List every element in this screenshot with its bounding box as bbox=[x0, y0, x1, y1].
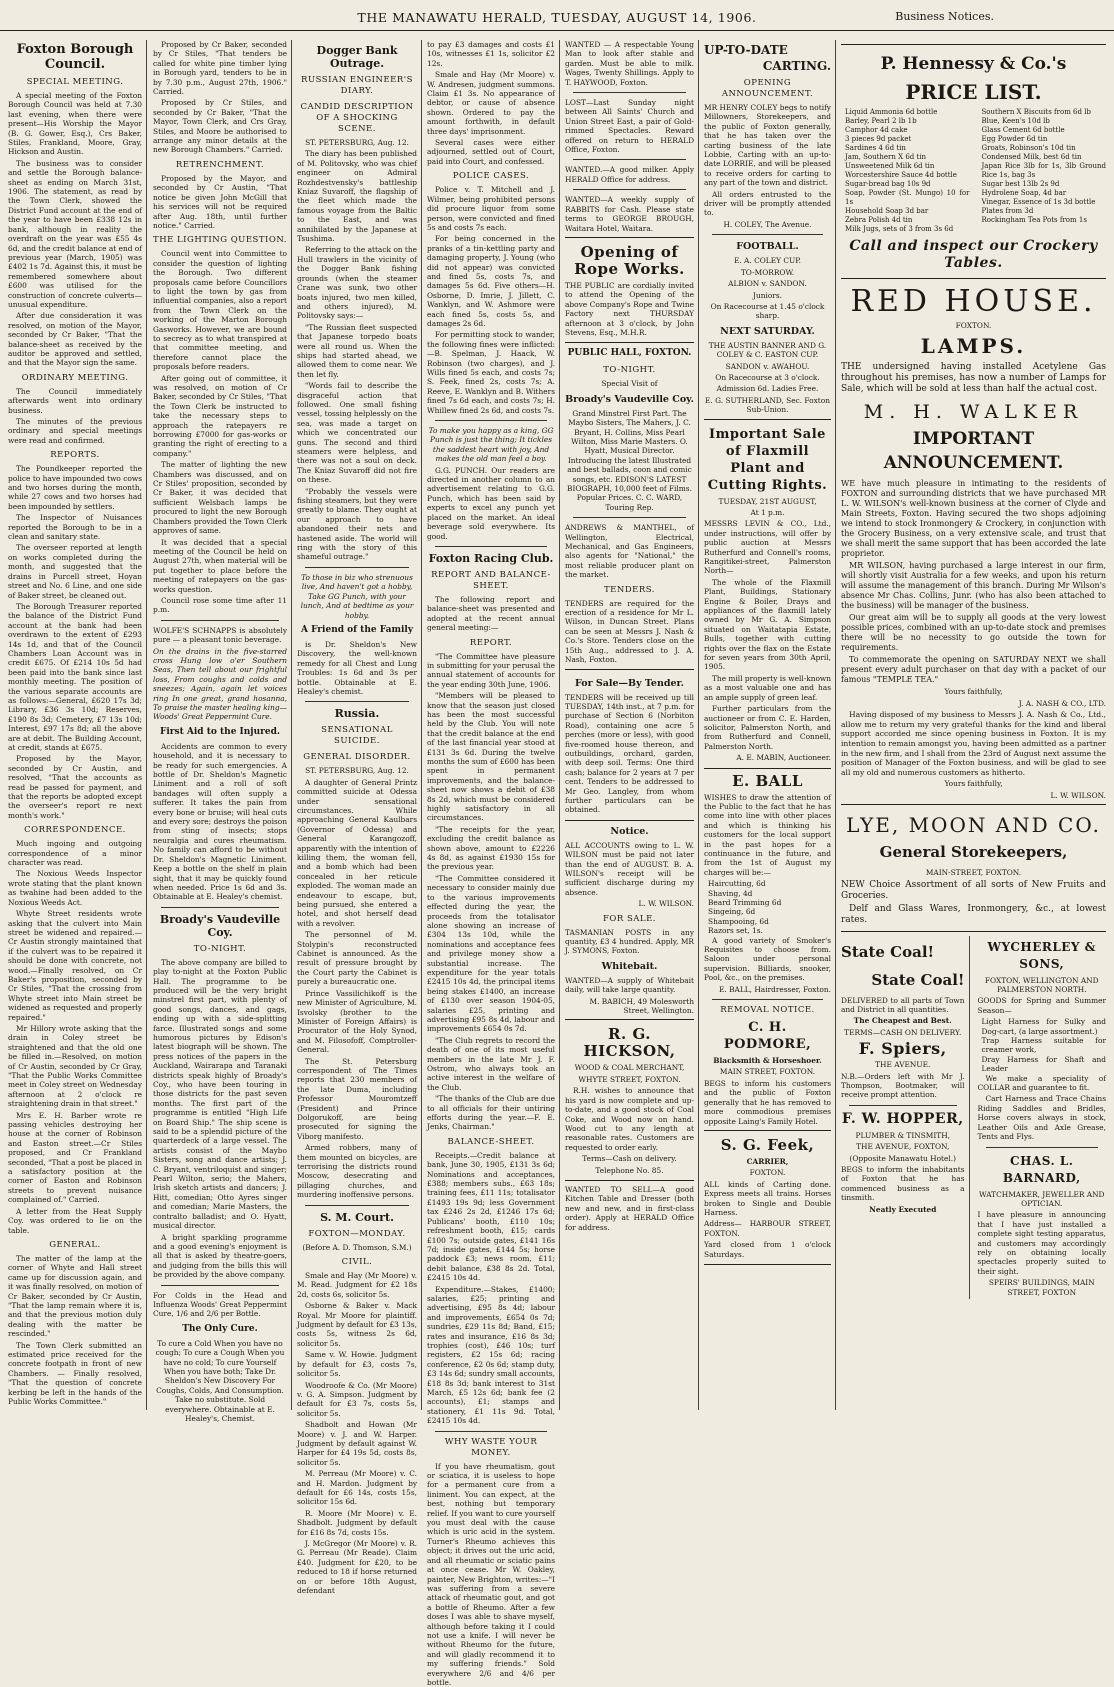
divider bbox=[986, 1147, 1099, 1148]
paragraph: The Poundkeeper reported the police to have impounded two cows and two horses during the month, while 27 cows and two horses had been impounded by settlers. bbox=[8, 464, 142, 511]
ad-headline: Opening of Rope Works. bbox=[574, 242, 685, 278]
paragraph: The Council immediately afterwards went into ordinary business. bbox=[8, 386, 142, 415]
ad-text: The Cheapest and Best. bbox=[853, 1016, 952, 1026]
ad-text: Admission 6d. Ladies Free. bbox=[716, 384, 819, 394]
paragraph: to pay £3 damages and costs £1 10s, witnesses £1 1s, solicitor £2 12s. bbox=[427, 40, 555, 68]
classified-ad: WANTED — A respectable Young Man to look after stable and garden. Must be able to milk. Wages, Twenty Shillings. Apply to T. HAYWOOD, Foxton. bbox=[565, 40, 694, 87]
price-item: Jam, Southern X 6d tin bbox=[845, 153, 927, 161]
ad-poem: On the drains in the five-starred cross Hung low o'er Southern Seas, Then tell about our frightful loss, From coughs and colds and sneezes; Again, again let voices ring In one great, grand hosanna, To praise the master healing king—Woods' Great Peppermint Cure. bbox=[153, 646, 287, 722]
paragraph: After going out of committee, it was resolved, on motion of Cr Baker, seconded by Cr Stiles, "That the Town Clerk be instructed to take the necessary steps to approach the ratepayers re borrowing £7000 for gas-works or granting the right of erecting to a company." bbox=[153, 373, 287, 458]
ad-text: MR WILSON, having purchased a large interest in our firm, will shortly visit Australia for a few weeks, and upon his return will assume the management of this branch. During Mr Wilson's absence Mr Chas. Collins, Junr. (who has also been attached to the business) will be manager of the business. bbox=[841, 561, 1106, 611]
ad-text: CARRIER, bbox=[746, 1156, 789, 1166]
ad-text: GOODS for Spring and Summer Season— bbox=[977, 996, 1106, 1015]
ad-text: FOXTON. bbox=[749, 1168, 786, 1178]
ad-text: PLUMBER & TINSMITH, bbox=[855, 1130, 951, 1140]
column-1 bbox=[4, 40, 147, 1410]
ad-text: MESSRS LEVIN & CO., Ltd., under instructions, will offer by public auction at Messrs Rutherfurd and Connell's rooms, Rangitikei-street, Palmerston North— bbox=[704, 519, 831, 576]
ad-headline: Whitebait. bbox=[601, 960, 658, 972]
price-item: Haircutting, 6d bbox=[708, 879, 766, 889]
price-item: Household Soap 3d bar bbox=[845, 207, 929, 215]
paragraph: The matter of lighting the new Chambers was discussed, and on Cr Stiles' proposition, seconded by Cr Baker, it was decided that sufficient Welsbach lamps be procured to light the new Borough Chambers provided the Town Clerk approves of same. bbox=[153, 460, 287, 536]
ad-text: For Colds in the Head and Influenza Woods' Great Peppermint Cure, 1/6 and 2/6 per Bottle. bbox=[153, 1290, 287, 1319]
dateline: ST. PETERSBURG, Aug. 12. bbox=[305, 138, 409, 147]
paragraph: "The Committee have pleasure in submitting for your perusal the annual statement of accounts for the year ending 30th June, 1906. bbox=[427, 651, 555, 689]
price-list bbox=[704, 879, 831, 935]
ad-headline: First Aid to the Injured. bbox=[159, 726, 281, 737]
paragraph: Mrs E. H. Barber wrote re passing vehicles destroying her house at the corner of Robinson and Easton street.—Cr Stiles proposed, and Cr Frankland seconded, "That a post be placed in a satisfactory position at the corner of Easton and Robinson streets to prevent nuisance complained of." Carried. bbox=[8, 1110, 142, 1205]
subhead: CIVIL. bbox=[341, 1257, 373, 1268]
price-item: Worcestershire Sauce 4d bottle bbox=[845, 171, 957, 179]
paragraph: Woodroofe & Co. (Mr Moore) v. G. A. Simpson. Judgment by default for £3 7s, costs 5s, solicitor 5s. bbox=[297, 1380, 417, 1418]
price-item: Groats, Robinson's 10d tin bbox=[981, 144, 1076, 152]
paragraph: A special meeting of the Foxton Borough Council was held at 7.30 last evening, when there were present—His Worship the Mayor (B. G. Gower, Esq.), Crs Baker, Stiles, Frankland, Moore, Gray, Hickson and Austin. bbox=[8, 91, 142, 157]
price-item: 3 pieces 9d packet bbox=[845, 135, 912, 143]
ad-column-left bbox=[841, 936, 970, 1299]
paragraph: R. Moore (Mr Moore) v. E. Shadbolt. Judgment by default for £16 8s 7d, costs 15s. bbox=[297, 1508, 417, 1537]
ad-signature: Yours faithfully, bbox=[944, 687, 1003, 697]
ad-headline: State Coal! bbox=[841, 942, 935, 961]
ad-text: THE AUSTIN BANNER AND G. COLEY & C. EASTON CUP. bbox=[708, 340, 827, 360]
subhead: OPENING ANNOUNCEMENT. bbox=[721, 78, 814, 99]
ad-box bbox=[704, 1130, 831, 1265]
section-label: Business Notices. bbox=[895, 10, 994, 23]
ad-text: is Dr. Sheldon's New Discovery, the well-known remedy for all Chest and Lung Troubles: 1s 6d and 3s per bottle. Obtainable at E. Healey's chemist. bbox=[297, 639, 417, 696]
price-item: Camphor 4d cake bbox=[845, 126, 908, 134]
paragraph: The above company are billed to play to-night at the Foxton Public Hall. The programme to be produced will be the very bright minstrel first part, with plenty of good songs, dances, and gags, ending up with a side-splitting farce. Illustrated songs and some humorous pictures by Edison's latest biograph will be shown. The press notices of the papers in the Auckland, Wairarapa and Taranaki districts speak highly of Broady's Coy., who have been touring in those districts for the past seven months. The first part of the programme is entitled "High Life on Board Ship." The ship scene is said to be a splendid picture of the quarterdeck of a large vessel. The artists consist of the Maybo Sisters, song and dance artists; J. C. Bryant, ventriloquist and singer; Pearl Wilton, serio; the Mahers, Irish sketch artists and dancers; J. Hitt, comedian; Otto Ayres singer and comedian; Marie Masters, the contralto balladist; and O. Hyatt, musical director. bbox=[153, 957, 287, 1231]
ad-text: TO-MORROW. bbox=[740, 267, 795, 277]
paragraph: Prince Vassilichikoff is the new Minister of Agriculture, M. Isvolsky (brother to the Minister of Foreign Affairs) is Procurator of the Holy Synod, and M. Filosofoff, Comptroller-General. bbox=[297, 988, 417, 1055]
goods-list bbox=[978, 1017, 1107, 1073]
article-headline: S. M. Court. bbox=[320, 1210, 394, 1224]
subhead: REPORTS. bbox=[50, 450, 100, 461]
ad-text: The mill property is well-known as a most valuable one and has an ample supply of green leaf. bbox=[704, 673, 831, 702]
ad-text: R.H. wishes to announce that his yard is now complete and up-to-date, and a good stock of Coal Coke, and Wood now on hand. Wood cut to any length at reasonable rates. Customers are requested to order early. bbox=[565, 1086, 694, 1152]
paragraph: The Inspector of Nuisances reported the Borough to be in a clean and sanitary state. bbox=[8, 513, 142, 542]
ad-address: Address— HARBOUR STREET, FOXTON. bbox=[704, 1219, 831, 1238]
ad-headline: FOR SALE. bbox=[603, 913, 656, 924]
ad-text: BEGS to inform his customers and the public of Foxton generally that he has removed to more commodious premises opposite Laing's Family Hotel. bbox=[704, 1078, 831, 1126]
column-6 bbox=[700, 40, 836, 1410]
paragraph: J. McGregor (Mr Moore) v. R. G. Perreau (Mr Reade). Claim £40. Judgment for £20, to be reduced to 18 if horse returned on or before 18th August, defendant bbox=[297, 1539, 417, 1596]
ad-text: WISHES to draw the attention of the Public to the fact that he has come into line with other places and which is thinking his customers for the local support in the past hopes for a continuance in the future, and from the 1st of August my charges will be:— bbox=[704, 792, 831, 877]
paragraph: Shadbolt and Howan (Mr Moore) v. J. and W. Harper. Judgment by default against W. Harper for £4 19s 5d, costs 8s, solicitor 5s. bbox=[297, 1420, 417, 1467]
ad-box bbox=[841, 44, 1106, 279]
article-headline: Foxton Borough Council. bbox=[16, 42, 134, 72]
paragraph: Proposed by the Mayor, and seconded by Cr Austin, "That notice be given John McGill that his services will not be required after Aug. 18th, until further notice." Carried. bbox=[153, 173, 287, 230]
goods-item: Trap Harness suitable for creamer work, bbox=[981, 1036, 1106, 1055]
price-item: Rockingham Tea Pots from 1s bbox=[981, 216, 1087, 224]
price-item: Shampooing, 6d bbox=[708, 916, 769, 926]
ad-text: Having disposed of my business to Messrs J. A. Nash & Co., Ltd., allow me to return my very grateful thanks for the kind and liberal support accorded me since opening business in Foxton. It is my intention to remain amongst you, having been admitted as a partner in the new firm, and I shall from the 23rd of August next assume the position of Manager of the Foxton business, and will be glad to see all my old and numerous customers as hitherto. bbox=[841, 710, 1106, 777]
ad-text: FOXTON. bbox=[955, 321, 992, 330]
ad-text: ALBION v. SANDON. bbox=[728, 279, 807, 289]
paragraph: "The receipts for the year, excluding the credit balance as shown above, amount to £2226 4s 8d, as against £1930 15s for the previous year. bbox=[427, 824, 555, 872]
ad-text: Yard closed from 1 o'clock Saturdays. bbox=[704, 1240, 831, 1259]
divider bbox=[435, 1431, 547, 1432]
paragraph: The Borough Treasurer reported the balance of the District Fund account at the bank had been overdrawn to the extent of £293 14s 1d, and that of the Council Chambers Loan Account was in credit £675. Of £214 10s 5d had been paid into the bank since last monthly meeting. The position of the various separate accounts are as follows:—General, £620 17s 3d; Library, £36 3s 10d; Reserves, £190 8s 3d; Cemetery, £7 13s 10d; Interest, £97 17s 8d; all the above are at debit. The Building Account, at credit, stands at £675. bbox=[8, 601, 142, 752]
column-4 bbox=[423, 40, 560, 1687]
subhead: ORDINARY MEETING. bbox=[21, 372, 129, 383]
ad-time: At 1 p.m. bbox=[750, 507, 785, 517]
paragraph: For permitting stock to wander, the following fines were inflicted:—B. Spelman, J. Haack, W. Robinson (two charges), and J. Wills fined 5s each, and costs 7s; S. Feek, fined 2s, costs 7s; A. Reeve, E. Wanklyn and B. Withers fined 7s 6d each, and costs 7s; H. Whillew fined 2s 6d, and costs 7s. bbox=[427, 330, 555, 415]
paragraph: After due consideration it was resolved, on motion of the Mayor, seconded by Cr Baker, "That the balance-sheet as received by the auditor be approved and settled, and that the Mayor sign the same. bbox=[8, 311, 142, 368]
ad-text: I have pleasure in announcing that I have just installed a complete sight testing apparatus, and customers may accordingly rely on obtaining locally spectacles properly suited to their sight. bbox=[977, 1210, 1106, 1276]
ad-headline: R. G. HICKSON, bbox=[583, 1025, 676, 1061]
ad-address: THE AVENUE, FOXTON, bbox=[856, 1142, 950, 1152]
paragraph: "The Russian fleet suspected that Japanese torpedo boats were all round us. When the ships had started ahead, we allowed them to come near. We then let fly. bbox=[297, 322, 417, 379]
paragraph: Proposed by Cr Baker, seconded by Cr Stiles, "That tenders be called for white pine timber lying in Borough yard, tenders to be in by 7.30 p.m., August 27th, 1906." Carried. bbox=[153, 40, 287, 97]
article-headline: Broady's Vaudeville Coy. bbox=[159, 912, 281, 939]
price-item: Singeing, 6d bbox=[708, 907, 756, 917]
ad-headline: UP-TO-DATE bbox=[704, 43, 788, 57]
ad-headline: C. H. PODMORE, bbox=[723, 1020, 812, 1053]
subhead: GENERAL DISORDER. bbox=[303, 752, 411, 763]
article-headline: Dogger Bank Outrage. bbox=[316, 44, 398, 70]
ad-date: TUESDAY, 21ST AUGUST, bbox=[718, 496, 817, 506]
price-list-left bbox=[841, 108, 970, 234]
ad-text: ALL ACCOUNTS owing to L. W. WILSON must be paid not later than the end of AUGUST. B. A. WILSON's receipt will be sufficient discharge during my absence. bbox=[565, 840, 694, 897]
ad-signature: A. E. MABIN, Auctioneer. bbox=[736, 753, 831, 763]
paragraph: Mr Hillory wrote asking that the drain in Coley street be straightened and that the old one be filled in.—Resolved, on motion of Cr Austin, seconded by Cr Gray, "That the Public Works Committee meet in Coley street on Wednesday afternoon at 2 o'clock re straightening drain in that street." bbox=[8, 1023, 142, 1109]
ad-text: Special Visit of bbox=[601, 379, 658, 389]
divider bbox=[712, 234, 823, 235]
ad-terms: Terms—Cash on delivery. bbox=[582, 1154, 677, 1164]
ad-text: MR HENRY COLEY begs to notify Millowners, Storekeepers, and the public of Foxton generally, that he has taken over the carting business of the late Lobbie, Carting with an up-to-date LORRIE, and will be pleased to receive orders for carting to any part of the town and district. bbox=[704, 103, 831, 188]
paragraph: "Words fail to describe the disgraceful action that followed. One small fishing vessel, tossing helplessly on the sea, was made a target on which we concentrated our guns. The second and third steamers were helpless, and there was not a soul on deck. The Kniaz Suvaroff did not fire on these. bbox=[297, 381, 417, 485]
paragraph: The overseer reported at length on works completed during the month, and suggested that the drains in Purcell street, Hoyan street and No. 6 Line, and one side of Baker street, be cleaned out. bbox=[8, 543, 142, 600]
subhead: FOXTON—MONDAY. bbox=[308, 1228, 406, 1239]
ad-text: We make a speciality of COLLAR and guarantee to fit. bbox=[977, 1073, 1106, 1093]
ad-headline: REMOVAL NOTICE. bbox=[720, 1005, 815, 1016]
ad-signature: M. BABICH, 49 Molesworth Street, Wellington. bbox=[589, 996, 694, 1016]
ad-text: THE PUBLIC are cordially invited to attend the Opening of the above Company's Rope and Twine Factory next THURSDAY afternoon at 3 o'clock, by John Stevens, Esq., M.H.R. bbox=[565, 280, 694, 337]
price-item: Sugar best 13lb 2s 9d bbox=[981, 180, 1060, 188]
ad-text: Accidents are common to every household, and it is necessary to be ready for such emergencies. A bottle of Dr. Sheldon's Magnetic Liniment and a roll of soft bandages will often supply a sufferer. It takes the pain from every bone or bruise; will heal cuts and every sore; destroys the poison from sting of insects; stops neuralgia and cures rheumatism. No family can afford to be without Dr. Sheldon's Magnetic Liniment. Keep a bottle on the shelf in plain sight, that it may be quickly found when needed. Price 1s 6d and 3s. Obtainable at E. Healey's chemist. bbox=[153, 741, 287, 902]
subhead: RUSSIAN ENGINEER'S DIARY. bbox=[301, 75, 413, 96]
ad-headline: WHY WASTE YOUR MONEY. bbox=[444, 1436, 538, 1458]
ad-headline: Call and inspect our Crockery Tables. bbox=[849, 238, 1098, 271]
price-item: Liquid Ammonia 6d bottle bbox=[845, 108, 938, 116]
masthead bbox=[0, 0, 1114, 31]
ad-text: Cart Harness and Trace Chains Riding Saddles and Bridles, Horse covers always in stock, Leather Oils and Axle Grease, Tents and Flys. bbox=[977, 1094, 1106, 1142]
subhead: REPORT AND BALANCE-SHEET. bbox=[431, 569, 551, 591]
ad-headline: State Coal! bbox=[871, 970, 965, 989]
ad-headline: IMPORTANT ANNOUNCEMENT. bbox=[883, 429, 1064, 474]
price-item: Japan Rice 3lb for 1s, 3lb Ground Rice 1s, bag 3s bbox=[981, 162, 1106, 179]
paragraph: The business was to consider and settle the Borough balance-sheet as ending on March 31st, 1906. The statement, as read by the Town Clerk, showed the District Fund account at the end of the year to have been £338 12s in bank, although in reality the overdraft on the year was £55 4s 6d, and the credit balance at end of previous year (March, 1905) was £402 1s 7d. Against this, it must be remembered somewhere about £600 was utilised for the construction of concrete culverts—unusual expenditure. bbox=[8, 158, 142, 309]
ad-box bbox=[841, 804, 1106, 931]
ad-box bbox=[565, 237, 694, 343]
ad-box bbox=[565, 669, 694, 821]
ad-text: A good variety of Smoker's Requisites to choose from. Saloon under personal supervision. Billiards, snooker, Pool, &c., on the premises. bbox=[704, 935, 831, 983]
divider bbox=[161, 1285, 279, 1286]
paragraph: Smale and Hay (Mr Moore) v. W. Andresen, judgment summons. Claim £1 3s. No appearance of debtor, or cause of absence shown. Ordered to pay the amount forthwith, in default three days' imprisonment. bbox=[427, 70, 555, 136]
paragraph: The personnel of M. Stolypin's reconstructed Cabinet is announced. As the result of pressure brought by the Court party the Cabinet is purely a bureaucratic one. bbox=[297, 930, 417, 987]
paragraph: Armed robbers, many of them mounted on bicycles, are terrorising the districts round Moscow, desecrating and pillaging churches, and murdering inoffensive persons. bbox=[297, 1143, 417, 1200]
price-item: Hydrolene Soap, 4d bar bbox=[981, 189, 1067, 197]
paragraph: The minutes of the previous ordinary and special meetings were read and confirmed. bbox=[8, 417, 142, 445]
ad-text: TENDERS will be received up till TUESDAY, 14th inst., at 7 p.m. for purchase of Section 6 (Norbiton Road), containing one acre 5 perches (more or less), with good five-roomed house thereon, and outbuildings, orchard, garden, with deep soil. Terms: One third cash; balance for 2 years at 7 per cent. Tenders to be addressed to Mr Geo. Langley, from whom further particulars can be obtained. bbox=[565, 692, 694, 815]
ad-text: WATCHMAKER, JEWELLER AND OPTICIAN. bbox=[979, 1189, 1105, 1208]
paragraph: "Members will be pleased to know that the season just closed has been the most successful held by the Club. You will note that the credit balance at the end of the last financial year stood at £131 3s 6d. During the twelve months the sum of £600 has been spent in permanent improvements, and the balance-sheet now shows a debit of £38 8s 2d, which must be considered highly satisfactory in all circumstances. bbox=[427, 691, 555, 823]
ad-text: WOLFE'S SCHNAPPS is absolutely pure — a pleasant tonic beverage. bbox=[153, 625, 287, 645]
price-item: Vinegar, Essence of 1s 3d bottle bbox=[981, 198, 1096, 206]
divider bbox=[435, 546, 547, 547]
ad-address: WHYTE STREET, FOXTON. bbox=[578, 1074, 681, 1084]
ad-text: All orders entrusted to the driver will be promptly attended to. bbox=[704, 189, 831, 218]
ad-headline: PRICE LIST. bbox=[905, 80, 1042, 104]
price-item: Plates from 3d bbox=[981, 207, 1034, 215]
divider bbox=[435, 420, 547, 421]
ad-headline: P. Hennessy & Co.'s bbox=[880, 54, 1067, 74]
ad-signature: H. COLEY, The Avenue. bbox=[723, 219, 812, 229]
ad-headline: S. G. Feek, bbox=[720, 1135, 815, 1154]
ad-headline: A Friend of the Family bbox=[300, 624, 414, 635]
divider bbox=[305, 567, 409, 568]
ad-headline: The Only Cure. bbox=[182, 1323, 258, 1334]
subhead: REPORT. bbox=[469, 637, 513, 648]
subhead: SENSATIONAL SUICIDE. bbox=[321, 725, 393, 747]
subhead: THE LIGHTING QUESTION. bbox=[153, 235, 287, 246]
divider bbox=[161, 907, 279, 908]
divider bbox=[161, 620, 279, 621]
divider bbox=[573, 517, 686, 518]
ad-signature: E. BALL, Hairdresser, Foxton. bbox=[718, 984, 831, 994]
ad-headline: CARTING. bbox=[762, 59, 831, 73]
ad-headline: Important Sale of Flaxmill Plant and Cutting Rights. bbox=[707, 426, 828, 493]
ad-headline: RED HOUSE. bbox=[850, 284, 1097, 319]
paragraph: A letter from the Heat Supply Coy. was ordered to lie on the table. bbox=[8, 1206, 142, 1235]
paragraph: The matter of the lamp at the corner of Whyte and Hall street came up for discussion again, and it was finally resolved, on motion of Cr Baker, seconded by Cr Austin, "That the lamp remain where it is, and that the previous motion duly dealing with the matter be rescinded." bbox=[8, 1253, 142, 1339]
ad-box bbox=[704, 419, 831, 769]
ad-text: Delf and Glass Wares, Ironmongery, &c., at lowest rates. bbox=[841, 903, 1106, 925]
ad-signature: L. W. WILSON. bbox=[1050, 790, 1106, 800]
ad-headline: F. Spiers, bbox=[858, 1039, 947, 1059]
paragraph: A daughter of General Printz committed suicide at Odessa under sensational circumstances. While approaching General Kaulbars (Governor of Odessa) and General Karangozoff, apparently with the intention of killing them, the woman fell, and a bomb which had been concealed in her reticule exploded. The woman made an endeavour to escape, but, being pursued, she entered a hotel, and shot herself dead with a revolver. bbox=[297, 777, 417, 928]
price-item: Zebra Polish 4d tin bbox=[845, 216, 913, 224]
paragraph: Expenditure.—Stakes, £1400; salaries, £25; printing and advertising, £95 8s 4d; labour and improvements, £654 0s 7d; sundries, £29 11s 8d; Band, £15; rates and insurance, £16 8s 3d; trophies (cost), £46 10s; turf registers, £2 15s 6d; racing conference, £2 0s 6d; stamp duty, £3 14s 6d; sundry small accounts, £18 8s 3d; bank interest to 31st March, £5 12s 6d; bank fee (2 accounts), £1; stamps and stationery, £1 11s 9d. Total, £2415 10s 4d. bbox=[427, 1284, 555, 1426]
ad-signature: L. W. WILSON. bbox=[638, 899, 694, 909]
classified-ad: TENDERS are required for the erection of a residence for Mr L. Wilson, in Duncan Street. Plans can be seen at Messrs J. Nash & Co.'s Store. Tenders close on the 15th Aug., addressed to J. A. Nash, Foxton. bbox=[565, 598, 694, 665]
ad-headline: PUBLIC HALL, FOXTON. bbox=[567, 348, 692, 359]
paragraph: Same v. W. Howie. Judgment by default for £3, costs 7s, solicitor 5s. bbox=[297, 1350, 417, 1379]
ad-poem: To those in biz who strenuous live, And haven't got a hobby, Take GG Punch, with your lunch, And at bedtime as your hobby. bbox=[300, 572, 414, 620]
paragraph: The St. Petersburg correspondent of The Times reports that 230 members of the late Duma, including Professor Mouromtzeff (President) and Prince Dolgorukoff, are being prosecuted for signing the Viborg manifesto. bbox=[297, 1056, 417, 1141]
ad-headline: For Sale—By Tender. bbox=[575, 677, 684, 689]
ad-headline: LAMPS. bbox=[920, 334, 1027, 359]
ad-headline: General Storekeepers, bbox=[879, 843, 1068, 862]
ad-text: E. A. COLEY CUP. bbox=[733, 256, 802, 266]
ad-box bbox=[565, 1019, 694, 1180]
price-item: Shaving, 4d bbox=[708, 888, 753, 898]
ad-address: SPEIRS' BUILDINGS, MAIN STREET, FOXTON bbox=[988, 1278, 1095, 1297]
ad-signature: J. A. NASH & CO., LTD. bbox=[1018, 698, 1106, 708]
price-item: Sugar-bread bag 10s 9d bbox=[845, 180, 931, 188]
paragraph: Referring to the attack on the Hull trawlers in the vicinity of the Dogger Bank fishing grounds (when the steamer Crane was sunk, two other boats injured, two men killed, and others injured), M. Politovsky says:— bbox=[297, 245, 417, 321]
paragraph: Several cases were either adjourned, settled out of Court, paid into Court, and confessed. bbox=[427, 138, 555, 166]
divider bbox=[849, 1105, 957, 1106]
price-item: Blue, Keen's 10d lb bbox=[981, 117, 1050, 125]
ad-headline: E. BALL bbox=[732, 771, 803, 790]
ad-address: THE AVENUE. bbox=[875, 1060, 931, 1070]
classified-ad: WANTED—A weekly supply of RABBITS for Cash. Please state terms to GEORGE BROUGH, Waitara Hotel, Waitara. bbox=[565, 195, 694, 233]
ad-terms: TERMS—CASH ON DELIVERY. bbox=[844, 1027, 962, 1037]
paragraph: The Town Clerk submitted an estimated price received for the concrete footpath in front of new Chambers. — Finally resolved, "That the question of concrete kerbing be left in the hands of the Public Works Committee." bbox=[8, 1340, 142, 1406]
ad-headline: M. H. WALKER bbox=[863, 401, 1084, 424]
divider bbox=[573, 92, 686, 93]
ad-text: Our great aim will be to supply all goods at the very lowest possible prices, combined with an up-to-date stock and premises there will be no necessity to go outside the town for requirements. bbox=[841, 613, 1106, 653]
paragraph: Receipts.—Credit balance at bank, June 30, 1905, £131 3s 6d; Nominations and acceptances, £388; members subs., £63 18s; training fees, £11 11s; totalisator £1493 19s 9d; less Government tax £246 2s 2d, £1246 17s 6d; Publicans' booth, £110 10s; refreshment booth, £15; cards £100 7s; outside gates, £141 16s 7d; inside gates, £144 5s; horse paddock £3; news room, £11; debit balance, £38 8s 2d. Total, £2415 10s 4d. bbox=[427, 1150, 555, 1283]
ad-text: If you have rheumatism, gout or sciatica, it is useless to hope for a permanent cure from a liniment. You can expect, at the best, nothing but temporary relief. If you want to cure yourself you must deal with the cause which is uric acid in the system. Turner's Rheumo achieves this object; it drives out the uric acid, and all rheumatic or sciatic pains at once cease. Mr W. Oakley, painter, New Brighton, writes:—"I was suffering from a severe attack of rheumatic gout, and got a bottle of Rheumo. After a few doses I was able to shave myself, although before taking it I could not use a knife. I will never be without Rheumo for the future, and will gladly recommend it to my suffering friends." Sold everywhere 2/6 and 4/6 per bottle. bbox=[427, 1461, 555, 1687]
paragraph: It was decided that a special meeting of the Council be held on August 27th, when material will be put together to place before the meeting of ratepayers on the gas-works question. bbox=[153, 537, 287, 594]
article-headline: Foxton Racing Club. bbox=[428, 551, 554, 565]
price-item: Glass Cement 6d bottle bbox=[981, 126, 1065, 134]
price-item: Condensed Milk, best 6d tin bbox=[981, 153, 1082, 161]
ad-address: (Opposite Manawatu Hotel.) bbox=[849, 1153, 956, 1163]
ad-text: ALL kinds of Carting done. Express meets all trains. Horses broken to Single and Double Harness. bbox=[704, 1179, 831, 1217]
price-list-right bbox=[978, 108, 1107, 234]
ad-poem: To make you happy as a king, GG Punch is just the thing; It tickles the saddest heart with joy, And makes the old man feel a boy. bbox=[428, 426, 554, 464]
ad-text: NEW Choice Assortment of all sorts of New Fruits and Groceries. bbox=[841, 879, 1106, 901]
ad-text: DELIVERED to all parts of Town and District in all quantities. bbox=[841, 995, 965, 1014]
paragraph: "The Club regrets to record the death of one of its most useful members in the late Mr J. F. Ostrom, who always took an active interest in the welfare of the Club. bbox=[427, 1035, 555, 1092]
price-item: Barley, Pearl 2 lb 1b bbox=[845, 117, 917, 125]
ad-address: MAIN-STREET, FOXTON. bbox=[925, 868, 1022, 878]
ad-text: To commemorate the opening on SATURDAY NEXT we shall present every adult purchaser on that day with a packet of our famous "TEMPLE TEA." bbox=[841, 655, 1106, 685]
ad-address: MAIN STREET, FOXTON. bbox=[719, 1067, 816, 1077]
divider bbox=[712, 999, 823, 1000]
ad-headline: CHAS. L. BARNARD, bbox=[1002, 1153, 1081, 1185]
subhead: POLICE CASES. bbox=[452, 171, 530, 182]
ad-text: The whole of the Flaxmill Plant, Buildings, Stationary Engine & Boiler, Drays and appliances of the flaxmill lately owned by Mr G. A. Simpson situated on Waitatapia Estate, Bulls, together with cutting rights over the flax on the Estate for seven years from 30th April, 1905. bbox=[704, 577, 831, 672]
divider bbox=[305, 1205, 409, 1206]
ad-headline: NEXT SATURDAY. bbox=[720, 325, 815, 337]
divider bbox=[305, 701, 409, 702]
newspaper-title: THE MANAWATU HERALD, TUESDAY, AUGUST 14, 1906. bbox=[357, 10, 757, 25]
paragraph: "Probably the vessels were fishing steamers, but they were greatly to blame. They ought at our approach to have abandoned their nets and hastened aside. The world will ring with the story of this shameful outrage." bbox=[297, 486, 417, 562]
divider bbox=[573, 189, 686, 190]
subhead: BALANCE-SHEET. bbox=[447, 1136, 535, 1147]
ad-text: THE undersigned having installed Acetylene Gas throughout his premises, has now a number of Lamps for Sale, which will be sold at less than half the actual cost. bbox=[841, 362, 1106, 395]
classified-ad: WANTED.—A good milker. Apply HERALD Office for address. bbox=[565, 165, 694, 184]
ad-text: Juniors. bbox=[753, 290, 782, 300]
price-item: Razors set, 1s. bbox=[708, 926, 763, 936]
ad-text: TASMANIAN POSTS in any quantity, £3 4 hundred. Apply, MR J. SYMONS, Foxton. bbox=[565, 927, 694, 956]
ad-headline: WYCHERLEY & SONS, bbox=[987, 939, 1096, 971]
ad-poem: To cure a Cold When you have no cough; To cure a Cough When you have no cold; To cure Yourself When you have both; Take Dr. Sheldon's New Discovery For Coughs, Colds, And Consumption. Take no substitute. Sold everywhere. Obtainable at E. Healey's, Chemist. bbox=[155, 1338, 285, 1423]
ad-grid bbox=[841, 936, 1106, 1299]
paragraph: Much ingoing and outgoing correspondence of a minor character was read. bbox=[8, 839, 142, 868]
paragraph: The Noxious Weeds Inspector wrote stating that the plant known as twahine had been added to the Noxious Weeds Act. bbox=[8, 869, 142, 907]
ad-headline: FOOTBALL. bbox=[736, 241, 799, 253]
paragraph: "The Committee considered it necessary to consider mainly due to the various improvements effected during the year, the proceeds from the totalisator alone showing an increase of £304 13s 10d, while the nominations and acceptance fees and privilege money show a substantial increase. The expenditure for the year totals £2415 10s 4d, the principal items being stakes £1400, an increase of £130 over season 1904-05, salaries £25, printing and advertising £95 8s 4d, labour and improvements £654 0s 7d. bbox=[427, 873, 555, 1034]
goods-item: Dray Harness for Shaft and Leader bbox=[981, 1054, 1106, 1074]
price-item: Sardines 4 6d tin bbox=[845, 144, 906, 152]
subhead: SPECIAL MEETING. bbox=[26, 77, 124, 87]
price-item: Beard Trimming 6d bbox=[708, 898, 782, 907]
ad-address: FOXTON, WELLINGTON AND PALMERSTON NORTH. bbox=[984, 975, 1099, 994]
column-3 bbox=[293, 40, 422, 1596]
subhead: CANDID DESCRIPTION OF A SHOCKING SCENE. bbox=[300, 102, 414, 134]
paragraph: The following report and balance-sheet was presented and adopted at the recent annual general meeting:— bbox=[427, 594, 555, 633]
subhead: (Before A. D. Thomson, S.M.) bbox=[302, 1242, 412, 1252]
ad-signature: E. G. SUTHERLAND, Sec. Foxton Sub-Union. bbox=[705, 395, 830, 415]
ad-text: WANTED—A supply of Whitebait daily, will take large quantity. bbox=[565, 975, 694, 995]
paragraph: Proposed by Cr Stiles, and seconded by Cr Baker, "That the Mayor, Town Clerk, and Crs Gray, Stiles, and Moore be authorised to arrange any minor details at the new Borough Chambers." Carried. bbox=[153, 98, 287, 155]
ad-text: Blacksmith & Horseshoer. bbox=[713, 1056, 822, 1066]
paragraph: Smale and Hay (Mr Moore) v. M. Read. Judgment for £2 18s 2d, costs 6s, solicitor 5s. bbox=[297, 1271, 417, 1299]
article-headline: Russia. bbox=[334, 707, 380, 721]
paragraph: Police v. T. Mitchell and J. Wilmer, being prohibited persons did procure liquor from some person, were convicted and fined 5s and costs 7s each. bbox=[427, 185, 555, 232]
subhead: TO-NIGHT. bbox=[603, 365, 656, 376]
ad-text: Neatly Executed bbox=[869, 1204, 937, 1214]
dateline: ST. PETERSBURG, Aug. 12. bbox=[305, 766, 409, 776]
subhead: GENERAL. bbox=[49, 1239, 101, 1250]
ad-headline: LYE, MOON AND CO. bbox=[846, 813, 1101, 838]
ad-headline: TENDERS. bbox=[604, 584, 655, 595]
ad-text: Grand Minstrel First Part. The Maybo Sisters, The Mahers, J. C. Bryant, H. Collins, Miss Pearl Wilton, Miss Marie Masters. O. Hyatt, Musical Director. Introducing the latest Illustrated and best ballads, coon and comic songs, etc. EDISON'S LATEST BIOGRAPH, 10,000 feet of Films. Popular Prices. C. C. WARD, Touring Rep. bbox=[567, 408, 692, 512]
ad-column-right bbox=[978, 936, 1107, 1299]
price-item: Soap, Powder (St. Mungo) 10 for 1s bbox=[845, 189, 970, 206]
ad-text: WOOD & COAL MERCHANT, bbox=[574, 1063, 685, 1073]
paragraph: A bright sparkling programme and a good evening's enjoyment is all that is asked by theatre-goers, and judging from the bills this will be provided by the above company. bbox=[153, 1232, 287, 1280]
ad-signature: Yours faithfully, bbox=[944, 779, 1003, 789]
ad-text: On Racecourse at 3 o'clock. bbox=[715, 372, 820, 382]
price-item: Southern X Biscuits from 6d lb bbox=[981, 108, 1091, 116]
paragraph: Proposed by the Mayor, seconded by Cr Austin, and resolved, "That the accounts as read be passed for payment, and that the reports be adopted except the overseer's report re next month's work." bbox=[8, 754, 142, 820]
subhead: CORRESPONDENCE. bbox=[24, 825, 126, 836]
classified-ad: ANDREWS & MANTHEL, of Wellington, Electrical, Mechanical, and Gas Engineers, also agents for "National," the most reliable producer plant on the market. bbox=[565, 523, 694, 580]
paragraph: Council rose some time after 11 p.m. bbox=[153, 595, 287, 615]
column-5 bbox=[561, 40, 699, 1410]
ad-headline: Broady's Vaudeville Coy. bbox=[565, 393, 694, 405]
ad-text: SANDON v. AWAHOU. bbox=[725, 361, 810, 371]
ad-headline: F. W. HOPPER, bbox=[841, 1110, 964, 1127]
paragraph: "The thanks of the Club are due to all officials for their untiring efforts during the year.—F. E. Jenks, Chairman." bbox=[427, 1094, 555, 1132]
ad-headline: Notice. bbox=[610, 825, 649, 837]
ad-text: G.G. PUNCH. Our readers are directed in another column to an advertisement relating to G.G. Punch, which has been said by experts to excel any punch yet placed on the market. An ideal beverage sold everywhere. Its good. bbox=[427, 465, 555, 541]
paragraph: Whyte Street residents wrote asking that the culvert into Main street be widened and repaired.—Cr Austin strongly maintained that if the culvert was to be repaired it should be done with concrete, not wood.—Finally resolved, on Cr Baker's proposition, seconded by Cr Stiles, "That the crossing from Whyte street into Main street be widened as requested and properly repaired." bbox=[8, 909, 142, 1022]
price-list bbox=[841, 108, 1106, 234]
column-7 bbox=[837, 40, 1110, 1410]
subhead: RETRENCHMENT. bbox=[175, 159, 265, 170]
price-item: Unsweetened Milk 6d tin bbox=[845, 162, 935, 170]
price-item: Milk Jugs, sets of 3 from 3s 6d bbox=[845, 225, 954, 233]
goods-item: Light Harness for Sulky and Dog-cart, (a large assortment.) bbox=[981, 1017, 1106, 1036]
classified-ad: WANTED TO SELL—A good Kitchen Table and Dresser (both new and new, and in first-class order). Apply at HERALD Office for address. bbox=[565, 1184, 694, 1232]
subhead: TO-NIGHT. bbox=[193, 943, 247, 954]
paragraph: Council went into Committee to consider the question of lighting the Borough. Two different proposals came before Councillors to light the town by gas from influential companies, also a report from the Town Clerk on the working of the Marton Borough Gasworks. However, we are bound to secrecy as to what transpired at that committee meeting, and therefore cannot place the proposals before readers. bbox=[153, 249, 287, 372]
price-item: Egg Powder 6d tin bbox=[981, 135, 1048, 143]
ad-text: BEGS to inform the inhabitants of Foxton that he has commenced business as a tinsmith. bbox=[841, 1165, 965, 1203]
classified-ad: LOST—Last Sunday night between All Saints' Church and Union Street East, a pair of Gold-rimmed Spectacles. Reward offered on return to HERALD Office, Foxton. bbox=[565, 98, 694, 155]
divider bbox=[573, 159, 686, 160]
paragraph: The diary has been published of M. Politovsky, who was chief engineer on Admiral Rozhdestvensky's battleship Kniaz Suvaroff, the flagship of the fleet which made the famous voyage from the Baltic to the East, and was annihilated by the Japanese at Tsushima. bbox=[297, 149, 417, 244]
column-2 bbox=[149, 40, 292, 1423]
paragraph: Osborne & Baker v. Mack Royal. Mr Moore for plaintiff. Judgment by default for £3 13s, costs 5s, witness 2s 6d, solicitor 5s. bbox=[297, 1301, 417, 1348]
ad-text: WE have much pleasure in intimating to the residents of FOXTON and surrounding districts that we have purchased MR L. W. WILSON's well-known business at the corner of Clyde and Main Streets, Foxton. Having secured the two shops adjoining we intend to stock Ironmongery & Crockery, in conjunction with the Grocery Business, on a very extensive scale, and trust that we shall merit the same support that has been accorded the late proprietor. bbox=[841, 479, 1106, 559]
paragraph: For being concerned in the pranks of a tin-kettling party and damaging property, J. Young (who did not appear) was convicted and fined 5s, costs 7s, and damages 5s 6d. Five others—H. Osborne, D. Imrie, J. Jillett, C. Wanklyn, and W. Ashmore were each fined 5s, costs 5s, and damages 2s 6d. bbox=[427, 234, 555, 328]
ad-phone: Telephone No. 85. bbox=[595, 1165, 664, 1175]
paragraph: M. Perreau (Mr Moore) v. C. and H. Mardon. Judgment by default for £6 14s, costs 15s, solicitor 15s 6d. bbox=[297, 1469, 417, 1507]
ad-text: Further particulars from the auctioneer or from C. E. Harden, solicitor, Palmerston North, and from Rutherfurd and Connell, Palmerston North. bbox=[704, 704, 831, 751]
ad-text: N.B.—Orders left with Mr J. Thompson, Bootmaker, will receive prompt attention. bbox=[841, 1071, 965, 1100]
ad-text: On Racecourse at 1.45 o'clock sharp. bbox=[710, 301, 825, 321]
